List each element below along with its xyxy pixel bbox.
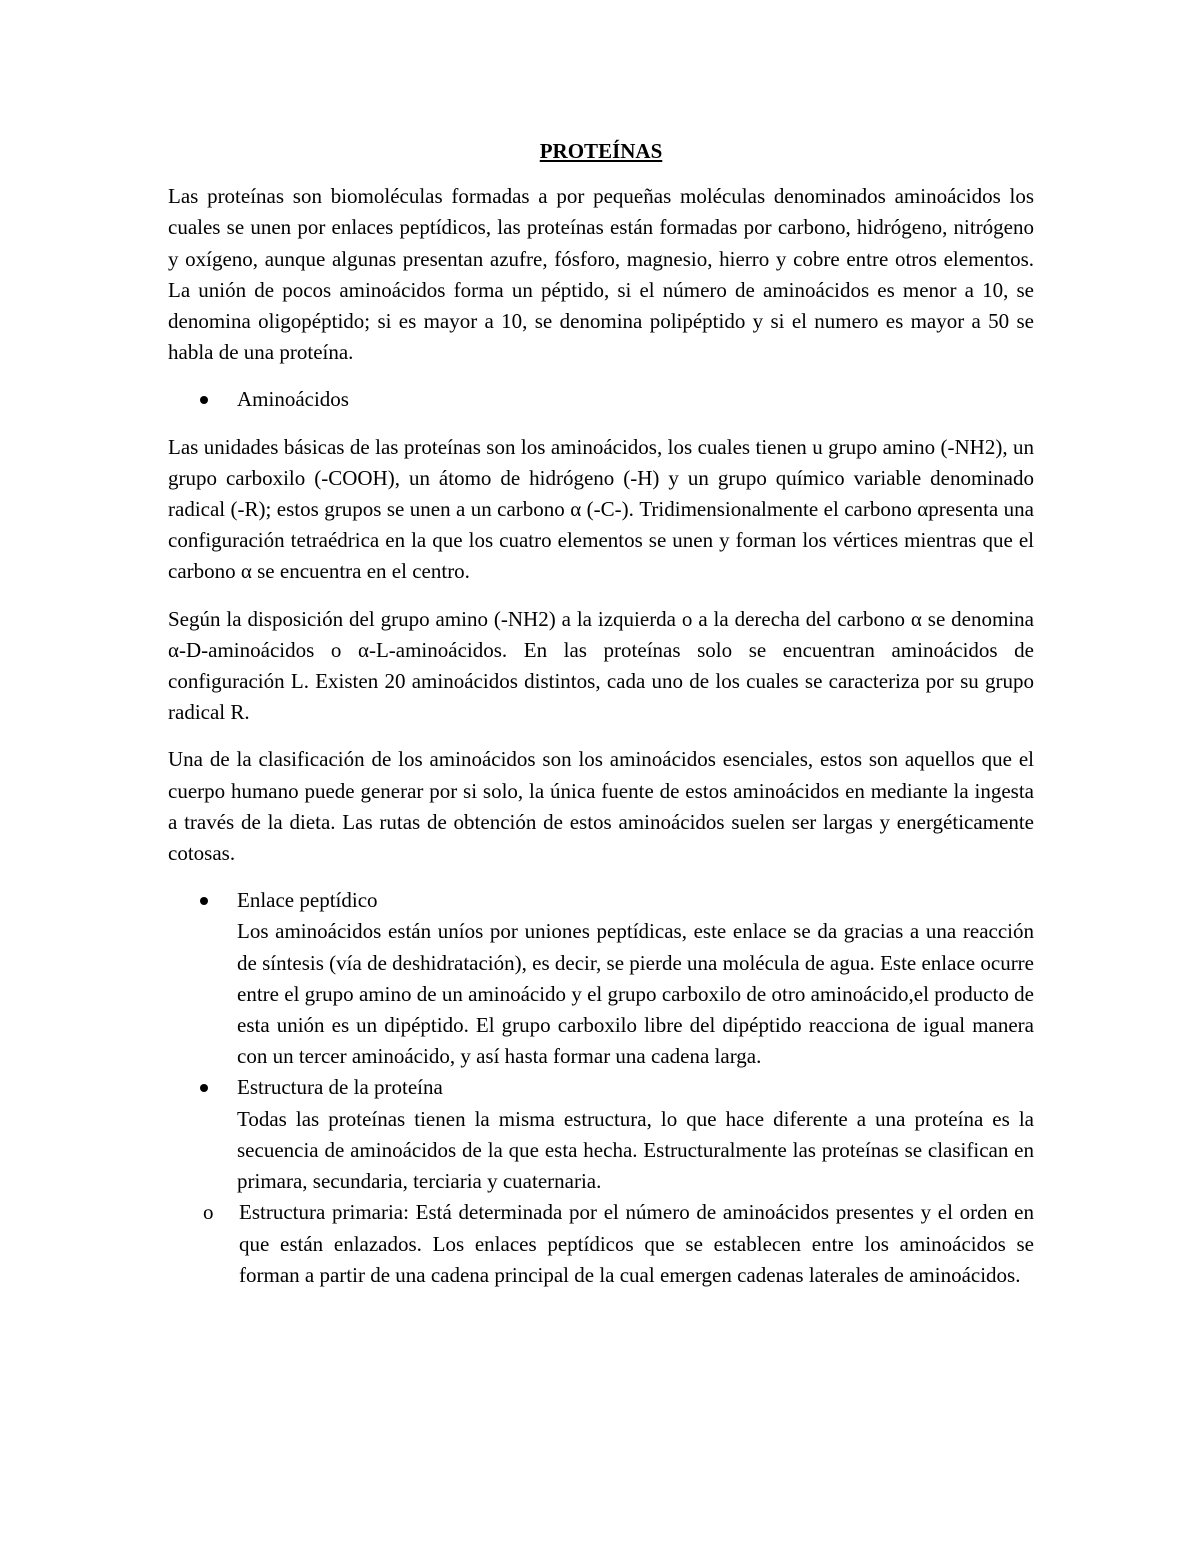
- estructura-text: Todas las proteínas tienen la misma estructura, lo que hace diferente a una proteína es la secuencia de aminoácidos de la que esta hecha. Estructuralmente las proteínas se clasifican en primara, secundaria, terciaria y cuaternaria.: [237, 1106, 1034, 1194]
- aminoacidos-bullet-list: [168, 384, 1034, 415]
- bullet-dot-icon: [200, 396, 208, 404]
- bullet-dot-icon: [200, 1084, 208, 1092]
- intro-paragraph: Las proteínas son biomoléculas formadas a por pequeñas moléculas denominados aminoácidos los cuales se unen por enlaces peptídicos, las proteínas están formadas por carbono, hidrógeno, nitrógeno y oxígeno, aunque algunas presentan azufre, fósforo, magnesio, hierro y cobre entre otros elementos. La unión de pocos aminoácidos forma un péptido, si el número de aminoácidos es menor a 10, se denomina oligopéptido; si es mayor a 10, se denomina polipéptido y si el numero es mayor a 50 se habla de una proteína.: [168, 184, 1034, 365]
- section-heading-aminoacidos: Aminoácidos: [237, 387, 349, 412]
- bullet-dot-icon: [200, 897, 208, 905]
- sub-item-estructura-primaria: [168, 1197, 1034, 1291]
- aminoacidos-paragraph-1: Las unidades básicas de las proteínas son los aminoácidos, los cuales tienen u grupo amino (-NH2), un grupo carboxilo (-COOH), un átomo de hidrógeno (-H) y un grupo químico variable denominado radical (-R); estos grupos se unen a un carbono α (-C-). Tridimensionalmente el carbono αpresenta una configuración tetraédrica en la que los cuatro elementos se unen y forman los vértices mientras que el carbono α se encuentra en el centro.: [168, 434, 1034, 584]
- aminoacidos-paragraph-2: Según la disposición del grupo amino (-NH2) a la izquierda o a la derecha del carbono α se denomina α-D-aminoácidos o α-L-aminoácidos. En las proteínas solo se encuentran aminoácidos de configuración L. Existen 20 aminoácidos distintos, cada uno de los cuales se caracteriza por su grupo radical R.: [168, 606, 1034, 725]
- document-title: PROTEÍNAS: [539, 139, 663, 163]
- sub-bullet-circle-icon: o: [203, 1200, 214, 1225]
- section-heading-estructura: Estructura de la proteína: [237, 1075, 443, 1100]
- structure-bullet-list: [168, 885, 1034, 1197]
- estructura-sub-list: [168, 1197, 1034, 1291]
- estructura-primaria-text: Estructura primaria: Está determinada por el número de aminoácidos presentes y el orden en que están enlazados. Los enlaces peptídicos que se establecen entre los aminoácidos se forman a partir de una cadena principal de la cual emergen cadenas laterales de aminoácidos.: [239, 1200, 1034, 1287]
- bullet-item-enlace-peptidico: [168, 885, 1034, 1072]
- bullet-item-aminoacidos: [168, 384, 1034, 415]
- section-heading-enlace-peptidico: Enlace peptídico: [237, 888, 378, 913]
- bullet-item-estructura: [168, 1072, 1034, 1197]
- enlace-peptidico-text: Los aminoácidos están uníos por uniones peptídicas, este enlace se da gracias a una reacción de síntesis (vía de deshidratación), es decir, se pierde una molécula de agua. Este enlace ocurre entre el grupo amino de un aminoácido y el grupo carboxilo de otro aminoácido,el producto de esta unión es un dipéptido. El grupo carboxilo libre del dipéptido reacciona de igual manera con un tercer aminoácido, y así hasta formar una cadena larga.: [237, 919, 1034, 1069]
- aminoacidos-paragraph-3: Una de la clasificación de los aminoácidos son los aminoácidos esenciales, estos son aquellos que el cuerpo humano puede generar por si solo, la única fuente de estos aminoácidos en mediante la ingesta a través de la dieta. Las rutas de obtención de estos aminoácidos suelen ser largas y energéticamente cotosas.: [168, 747, 1034, 866]
- document-page: [168, 136, 1034, 1291]
